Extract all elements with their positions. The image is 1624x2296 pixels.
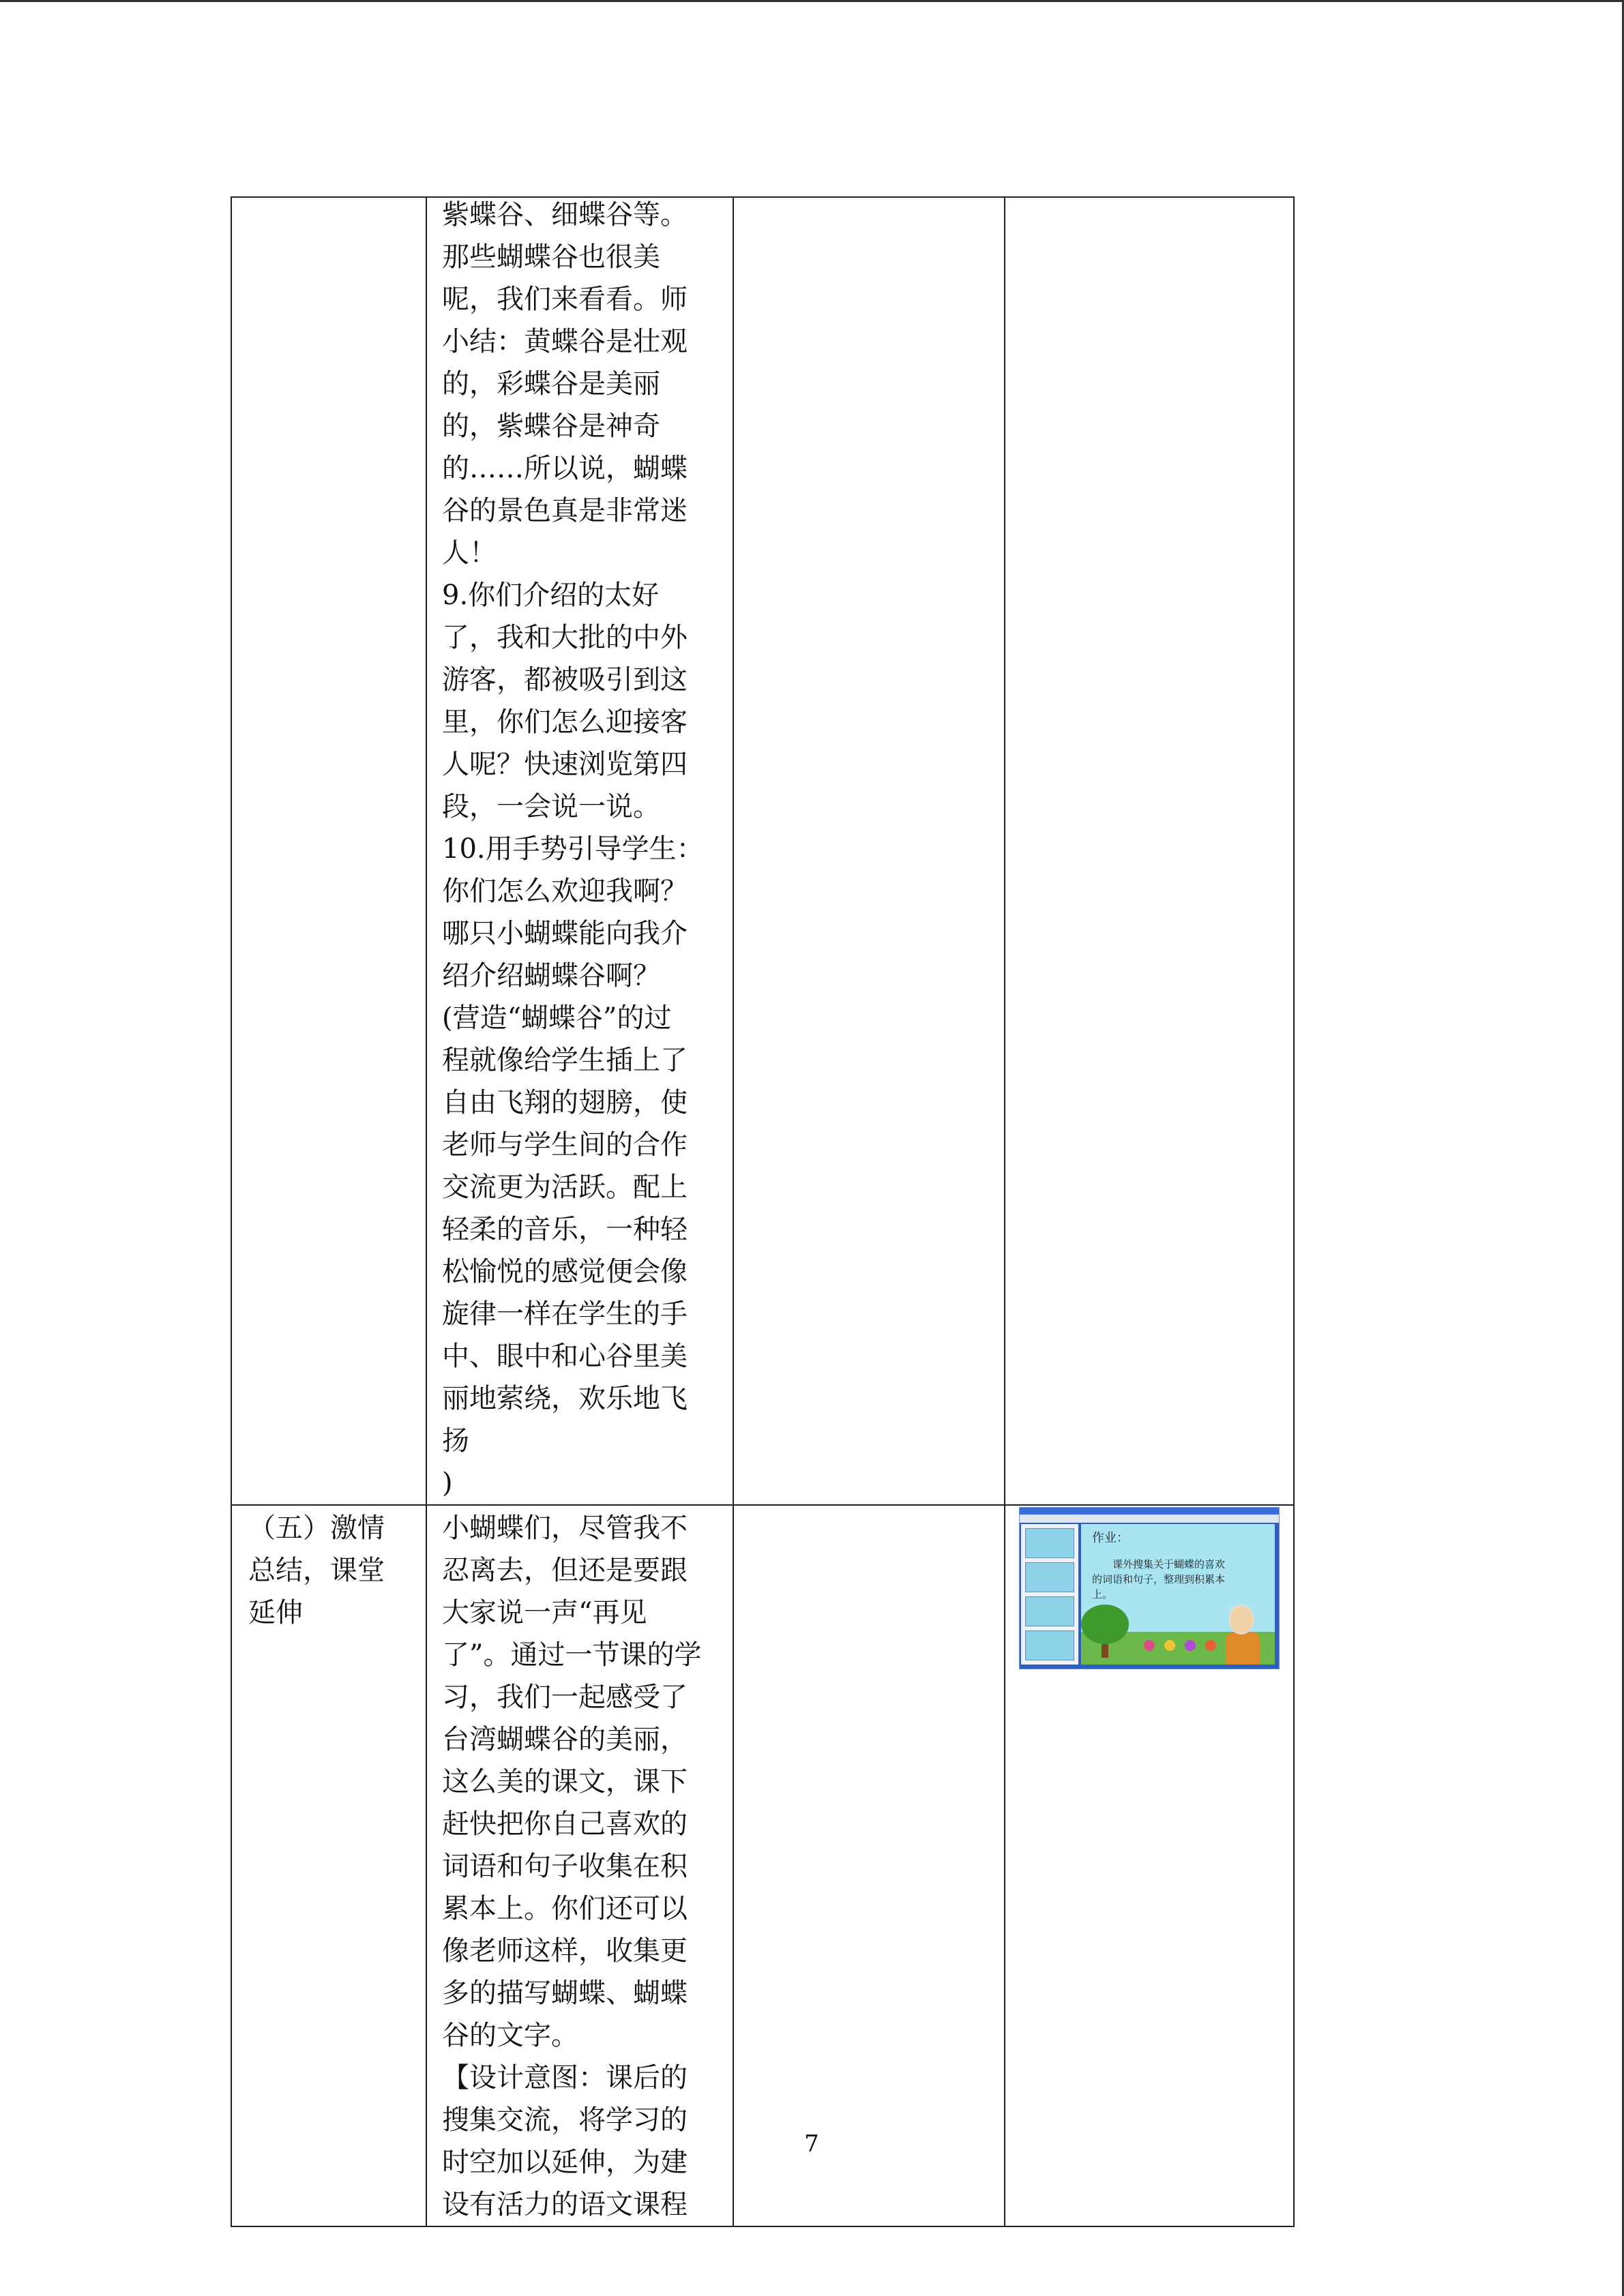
media-cell <box>1005 1505 1294 2226</box>
slide-thumbnail <box>1025 1630 1074 1660</box>
flower-icon <box>1144 1640 1155 1651</box>
stage-text: （五）激情 总结，课堂 延伸 <box>248 1512 385 1628</box>
stage-cell <box>231 197 426 1505</box>
slide-thumbnail <box>1025 1528 1074 1558</box>
slide-titlebar <box>1020 1508 1279 1515</box>
slide-screenshot <box>1019 1507 1280 1669</box>
slide-heading: 作业： <box>1092 1531 1129 1545</box>
table-row <box>231 1505 1294 2226</box>
page-number: 7 <box>804 2130 819 2158</box>
teacher-figure-icon <box>1228 1605 1254 1635</box>
slide-thumbnail-pane <box>1021 1524 1078 1665</box>
flower-icon <box>1205 1640 1216 1651</box>
student-activity-cell <box>733 1505 1005 2226</box>
media-cell <box>1005 197 1294 1505</box>
teacher-activity-text: 小蝴蝶们，尽管我不 忍离去，但还是要跟 大家说一声“再见 了”。通过一节课的学 习，我们一起感受了 台湾蝴蝶谷的美丽， 这么美的课文，课下 赶快把你自己喜欢的 词语和句子收集在积 累本上。你们还可以 像老师这样，收集更 多的描写蝴蝶、蝴蝶 谷的文字。 【设计意图：课后的 搜集交流，将学习的 时空加以延伸，为建 设有活力的语文课程 <box>442 1512 702 2220</box>
slide-toolbar <box>1020 1515 1279 1523</box>
teacher-activity-cell <box>426 197 733 1505</box>
teacher-activity-cell <box>426 1505 733 2226</box>
teacher-activity-text: 紫蝶谷、细蝶谷等。 那些蝴蝶谷也很美 呢，我们来看看。师 小结：黄蝶谷是壮观 的，彩蝶谷是美丽 的，紫蝶谷是神奇 的……所以说，蝴蝶 谷的景色真是非常迷 人！ 9.你们介绍的太好 了，我和大批的中外 游客，都被吸引到这 里，你们怎么迎接客 人呢？快速浏览第四 段，一会说一说。 10.用手势引导学生： 你们怎么欢迎我啊？ 哪只小蝴蝶能向我介 绍介绍蝴蝶谷啊？ (营造“蝴蝶谷”的过 程就像给学生插上了 自由飞翔的翅膀，使 老师与学生间的合作 交流更为活跃。配上 轻柔的音乐，一种轻 松愉悦的感觉便会像 旋律一样在学生的手 中、眼中和心谷里美 丽地萦绕，欢乐地飞 扬 ) <box>442 199 704 1499</box>
slide-canvas <box>1081 1524 1275 1665</box>
slide-body-text: 课外搜集关于蝴蝶的喜欢的词语和句子，整理到积累本上。 <box>1092 1558 1226 1600</box>
slide-thumbnail <box>1025 1562 1074 1592</box>
student-activity-cell <box>733 197 1005 1505</box>
table-row <box>231 197 1294 1505</box>
page-border-top <box>0 0 1624 2</box>
teacher-figure-icon <box>1226 1632 1260 1665</box>
flower-icon <box>1164 1640 1175 1651</box>
flower-icon <box>1185 1640 1196 1651</box>
tree-icon <box>1081 1605 1129 1644</box>
stage-cell <box>231 1505 426 2226</box>
lesson-plan-table <box>231 196 1295 2227</box>
slide-thumbnail <box>1025 1596 1074 1626</box>
